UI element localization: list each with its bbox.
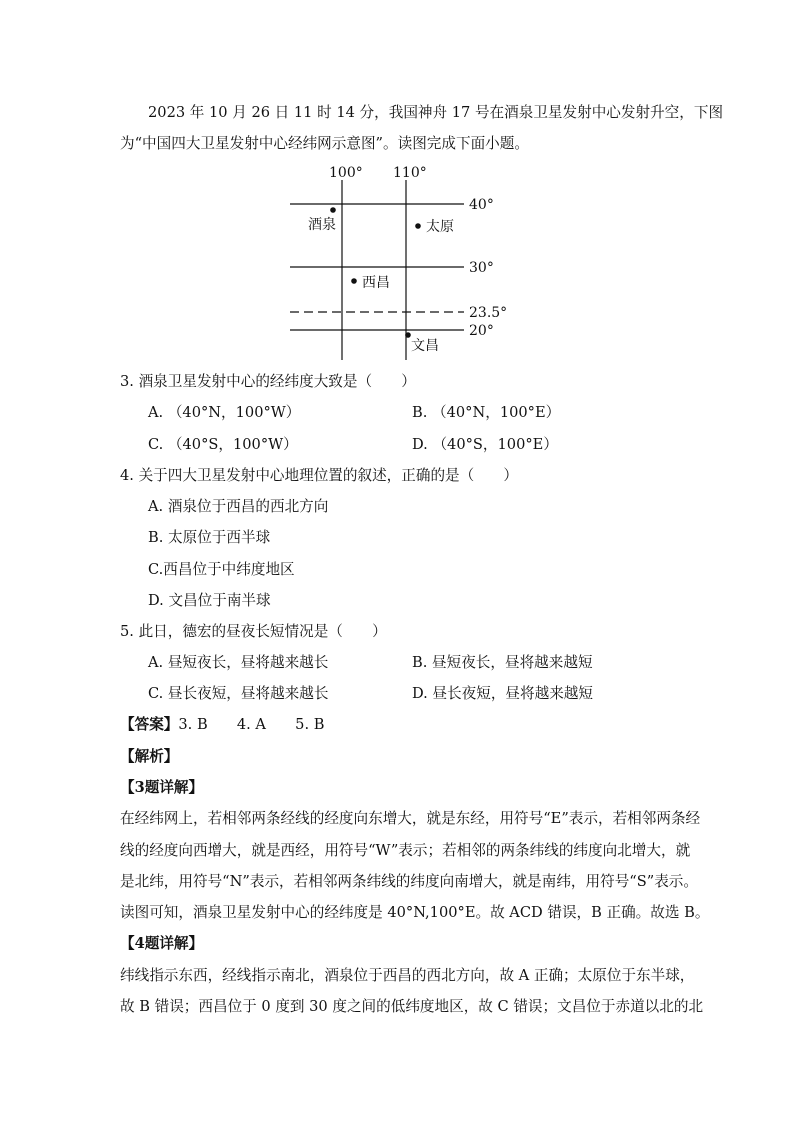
q5-stem: 5. 此日，德宏的昼夜长短情况是（ ） <box>120 623 387 640</box>
answer-row <box>120 715 680 735</box>
lat-long-grid-figure <box>280 160 520 370</box>
q4-option-c: C.西昌位于中纬度地区 <box>148 561 295 578</box>
q4-stem: 4. 关于四大卫星发射中心地理位置的叙述，正确的是（ ） <box>120 467 519 484</box>
q3-option-b: B. （40°N，100°E） <box>412 404 561 421</box>
lon-label-110: 110° <box>393 165 427 181</box>
site-label-wenchang: 文昌 <box>411 338 439 354</box>
q5-option-b: B. 昼短夜长，昼将越来越短 <box>412 654 593 671</box>
lat-label-20: 20° <box>469 323 494 339</box>
q3-detail-line: 是北纬，用符号“N”表示，若相邻两条纬线的纬度向南增大，就是南纬，用符号“S”表示。 <box>120 873 698 890</box>
site-label-xichang: 西昌 <box>362 275 390 291</box>
q5-option-d: D. 昼长夜短，昼将越来越短 <box>412 685 593 702</box>
q5-option-c: C. 昼长夜短，昼将越来越长 <box>148 685 329 702</box>
analysis-label: 【解析】 <box>120 748 179 765</box>
q3-detail-line: 线的经度向西增大，就是西经，用符号“W”表示；若相邻的两条纬线的纬度向北增大，就 <box>120 842 691 859</box>
q3-stem: 3. 酒泉卫星发射中心的经纬度大致是（ ） <box>120 373 416 390</box>
intro-line-2: 为“中国四大卫星发射中心经纬网示意图”。读图完成下面小题。 <box>120 135 529 152</box>
answer-label: 【答案】 <box>120 716 179 733</box>
lon-label-100: 100° <box>329 165 363 181</box>
lat-label-23-5: 23.5° <box>469 305 508 321</box>
site-dot-jiuquan <box>330 207 336 213</box>
q4-option-b: B. 太原位于西半球 <box>148 529 271 546</box>
q3-option-d: D. （40°S，100°E） <box>412 436 558 453</box>
q3-detail-line: 读图可知，酒泉卫星发射中心的经纬度是 40°N,100°E。故 ACD 错误，B 正确。故选 B。 <box>120 904 710 921</box>
lat-label-30: 30° <box>469 260 494 276</box>
q3-detail-line: 在经纬网上，若相邻两条经线的经度向东增大，就是东经，用符号“E”表示，若相邻两条经 <box>120 810 701 827</box>
site-dot-taiyuan <box>415 223 421 229</box>
site-dot-wenchang <box>405 332 411 338</box>
q4-detail-line: 故 B 错误；西昌位于 0 度到 30 度之间的低纬度地区，故 C 错误；文昌位于赤道以北的北 <box>120 998 704 1015</box>
q3-option-c: C. （40°S，100°W） <box>148 436 298 453</box>
site-label-taiyuan: 太原 <box>426 219 454 235</box>
q4-detail-line: 纬线指示东西，经线指示南北，酒泉位于西昌的西北方向，故 A 正确；太原位于东半球， <box>120 967 695 984</box>
site-label-jiuquan: 酒泉 <box>308 217 336 233</box>
lat-label-40: 40° <box>469 197 494 213</box>
q3-option-a: A. （40°N，100°W） <box>148 404 301 421</box>
q4-option-d: D. 文昌位于南半球 <box>148 592 271 609</box>
q4-option-a: A. 酒泉位于西昌的西北方向 <box>148 498 329 515</box>
q3-detail-title: 【3题详解】 <box>120 779 204 796</box>
q4-detail-title: 【4题详解】 <box>120 935 204 952</box>
q5-option-a: A. 昼短夜长，昼将越来越长 <box>148 654 329 671</box>
intro-line-1: 2023 年 10 月 26 日 11 时 14 分，我国神舟 17 号在酒泉卫星发射中心发射升空，下图 <box>148 104 724 121</box>
answer-values: 3. B 4. A 5. B <box>178 716 325 733</box>
site-dot-xichang <box>351 278 357 284</box>
